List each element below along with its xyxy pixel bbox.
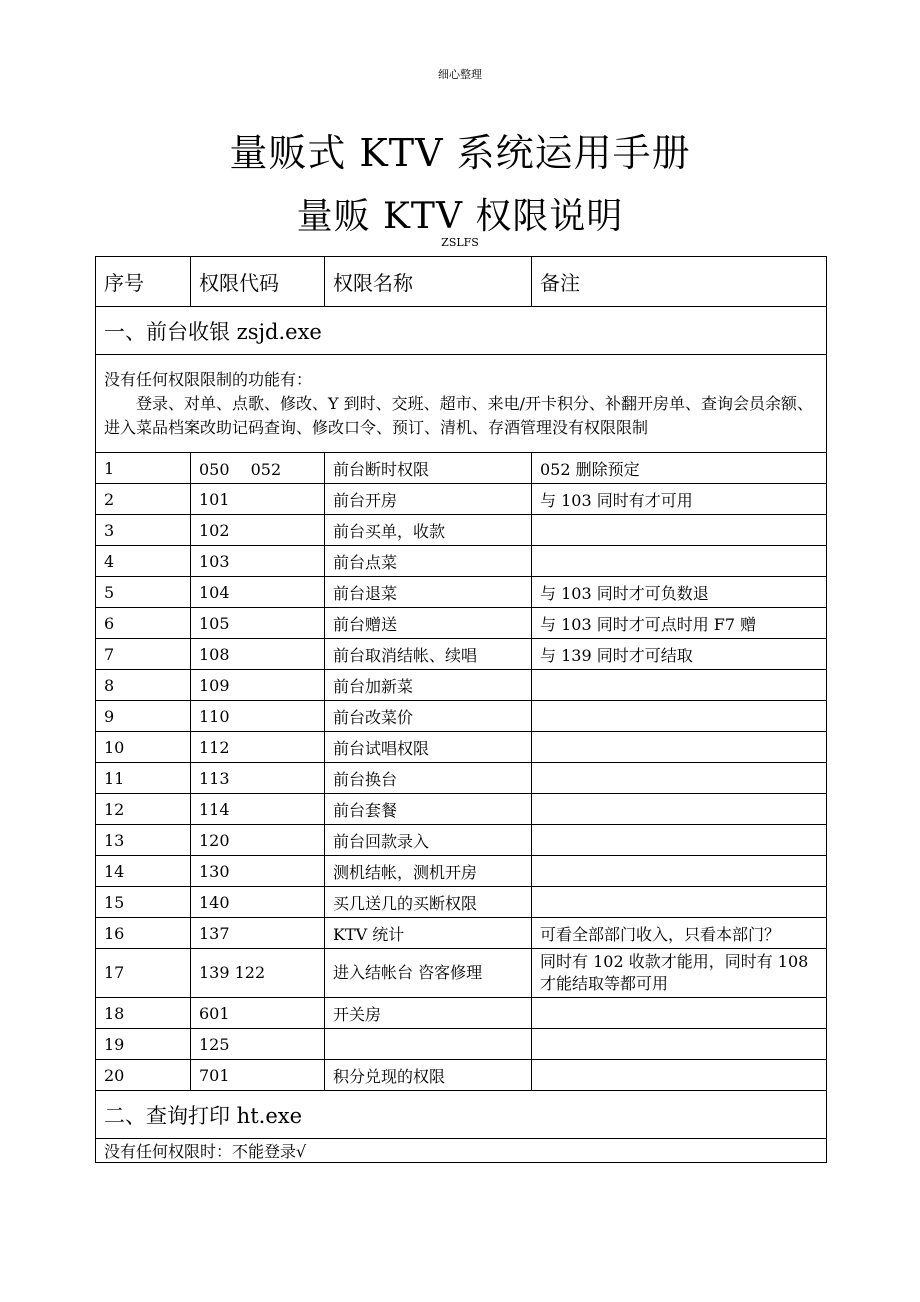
table-row xyxy=(96,515,827,546)
cell-code: 101 xyxy=(191,484,325,515)
cell-code: 109 xyxy=(191,670,325,701)
cell-remark: 与 103 同时有才可用 xyxy=(532,484,827,515)
cell-no: 17 xyxy=(96,949,191,998)
cell-code: 102 xyxy=(191,515,325,546)
header-remark: 备注 xyxy=(532,257,827,307)
cell-remark xyxy=(532,856,827,887)
cell-name: 进入结帐台 咨客修理 xyxy=(325,949,532,998)
table-row xyxy=(96,763,827,794)
cell-code: 140 xyxy=(191,887,325,918)
cell-name: 测机结帐，测机开房 xyxy=(325,856,532,887)
cell-code: 103 xyxy=(191,546,325,577)
table-row xyxy=(96,546,827,577)
cell-code: 108 xyxy=(191,639,325,670)
table-row xyxy=(96,732,827,763)
code-label: ZSLFS xyxy=(441,236,479,249)
cell-no: 2 xyxy=(96,484,191,515)
section-note-1-line2: 登录、对单、点歌、修改、Y 到时、交班、超市、来电/开卡积分、补翻开房单、查询会员余额、进入菜品档案改助记码查询、修改口令、预订、清机、存酒管理没有权限限制 xyxy=(104,393,814,437)
section-row-2 xyxy=(96,1091,827,1139)
section-note-row-2 xyxy=(96,1139,827,1163)
document-subtitle: 量贩 KTV 权限说明 xyxy=(296,196,624,237)
cell-name: 前台断时权限 xyxy=(325,453,532,484)
cell-remark xyxy=(532,546,827,577)
cell-remark: 可看全部部门收入，只看本部门？ xyxy=(532,918,827,949)
cell-remark xyxy=(532,1060,827,1091)
header-note: 细心整理 xyxy=(438,68,482,81)
section-row-1 xyxy=(96,307,827,355)
cell-no: 12 xyxy=(96,794,191,825)
table-row xyxy=(96,701,827,732)
cell-name: 前台加新菜 xyxy=(325,670,532,701)
cell-remark xyxy=(532,887,827,918)
cell-no: 3 xyxy=(96,515,191,546)
table-row xyxy=(96,918,827,949)
table-row xyxy=(96,453,827,484)
cell-no: 16 xyxy=(96,918,191,949)
table-row xyxy=(96,1029,827,1060)
cell-remark xyxy=(532,515,827,546)
cell-no: 7 xyxy=(96,639,191,670)
table-row xyxy=(96,1060,827,1091)
cell-remark: 与 139 同时才可结取 xyxy=(532,639,827,670)
cell-name: 前台改菜价 xyxy=(325,701,532,732)
cell-remark: 同时有 102 收款才能用，同时有 108 才能结取等都可用 xyxy=(532,949,827,998)
section-title-1: 一、前台收银 zsjd.exe xyxy=(96,307,827,355)
cell-name: 前台套餐 xyxy=(325,794,532,825)
cell-code: 137 xyxy=(191,918,325,949)
permission-table xyxy=(95,256,827,1163)
table-row xyxy=(96,577,827,608)
cell-name: 前台买单，收款 xyxy=(325,515,532,546)
header-no: 序号 xyxy=(96,257,191,307)
section-note-2: 没有任何权限时：不能登录√ xyxy=(96,1139,827,1163)
cell-remark xyxy=(532,701,827,732)
cell-name: 前台开房 xyxy=(325,484,532,515)
cell-remark: 与 103 同时才可负数退 xyxy=(532,577,827,608)
cell-code: 601 xyxy=(191,998,325,1029)
cell-name: 前台试唱权限 xyxy=(325,732,532,763)
cell-remark xyxy=(532,670,827,701)
cell-code: 114 xyxy=(191,794,325,825)
cell-no: 14 xyxy=(96,856,191,887)
cell-name: 开关房 xyxy=(325,998,532,1029)
cell-no: 10 xyxy=(96,732,191,763)
cell-no: 6 xyxy=(96,608,191,639)
cell-name: 前台点菜 xyxy=(325,546,532,577)
cell-remark xyxy=(532,998,827,1029)
cell-name xyxy=(325,1029,532,1060)
table-row xyxy=(96,825,827,856)
cell-code: 130 xyxy=(191,856,325,887)
cell-code: 120 xyxy=(191,825,325,856)
cell-remark xyxy=(532,763,827,794)
cell-name: 前台回款录入 xyxy=(325,825,532,856)
cell-remark: 与 103 同时才可点时用 F7 赠 xyxy=(532,608,827,639)
table-row xyxy=(96,670,827,701)
cell-remark: 052 删除预定 xyxy=(532,453,827,484)
cell-code: 139 122 xyxy=(191,949,325,998)
cell-code: 125 xyxy=(191,1029,325,1060)
section-note-1-line1: 没有任何权限限制的功能有： xyxy=(104,369,313,389)
table-row xyxy=(96,998,827,1029)
cell-no: 20 xyxy=(96,1060,191,1091)
section-note-1 xyxy=(96,355,827,453)
table-row xyxy=(96,887,827,918)
cell-code: 105 xyxy=(191,608,325,639)
cell-code: 104 xyxy=(191,577,325,608)
cell-name: 前台退菜 xyxy=(325,577,532,608)
cell-name: 前台取消结帐、续唱 xyxy=(325,639,532,670)
cell-no: 15 xyxy=(96,887,191,918)
section-note-row-1 xyxy=(96,355,827,453)
cell-name: 积分兑现的权限 xyxy=(325,1060,532,1091)
cell-no: 8 xyxy=(96,670,191,701)
table-row xyxy=(96,794,827,825)
cell-no: 4 xyxy=(96,546,191,577)
cell-remark xyxy=(532,1029,827,1060)
cell-name: KTV 统计 xyxy=(325,918,532,949)
table-row xyxy=(96,639,827,670)
table-row xyxy=(96,856,827,887)
cell-name: 买几送几的买断权限 xyxy=(325,887,532,918)
cell-remark xyxy=(532,794,827,825)
cell-name: 前台换台 xyxy=(325,763,532,794)
cell-remark xyxy=(532,732,827,763)
table-row xyxy=(96,608,827,639)
header-name: 权限名称 xyxy=(325,257,532,307)
header-code: 权限代码 xyxy=(191,257,325,307)
cell-no: 18 xyxy=(96,998,191,1029)
cell-no: 9 xyxy=(96,701,191,732)
table-row xyxy=(96,484,827,515)
cell-no: 19 xyxy=(96,1029,191,1060)
section-1-rows xyxy=(96,453,827,1091)
cell-no: 1 xyxy=(96,453,191,484)
cell-remark xyxy=(532,825,827,856)
cell-code: 113 xyxy=(191,763,325,794)
cell-code: 050 052 xyxy=(191,453,325,484)
table-row xyxy=(96,949,827,998)
cell-no: 5 xyxy=(96,577,191,608)
cell-code: 112 xyxy=(191,732,325,763)
table-header-row xyxy=(96,257,827,307)
cell-code: 701 xyxy=(191,1060,325,1091)
cell-no: 11 xyxy=(96,763,191,794)
cell-code: 110 xyxy=(191,701,325,732)
cell-name: 前台赠送 xyxy=(325,608,532,639)
document-title: 量贩式 KTV 系统运用手册 xyxy=(229,131,691,175)
section-title-2: 二、查询打印 ht.exe xyxy=(96,1091,827,1139)
cell-no: 13 xyxy=(96,825,191,856)
